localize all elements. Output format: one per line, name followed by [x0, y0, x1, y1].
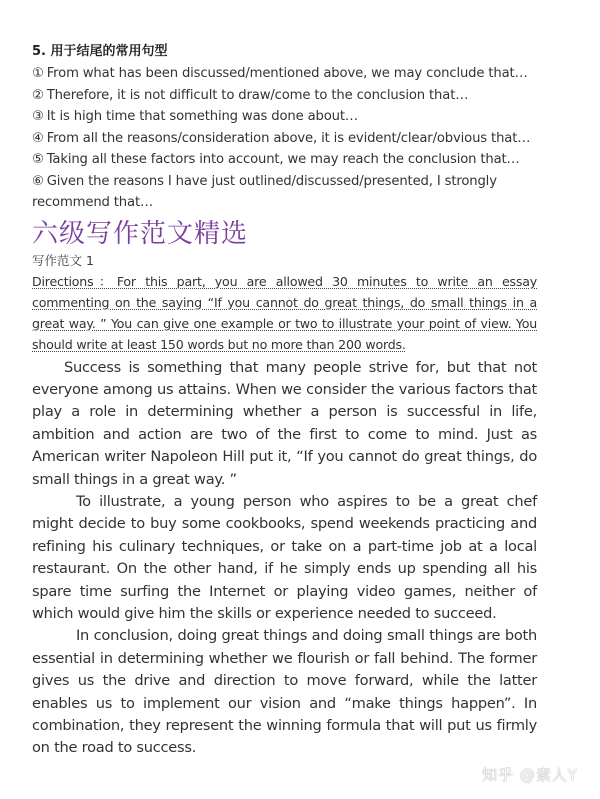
essay-directions	[32, 271, 537, 355]
essay-paragraph: To illustrate, a young person who aspires to be a great chef might decide to buy some cookbooks, spend weekends practicing and refining his culinary techniques, or take on a part-time job at a local restaurant. On the other hand, if he simply ends up spending all his spare time surfing the Internet or playing video games, neither of which would give him the skills or experience needed to succeed.	[32, 492, 537, 622]
phrase-item	[32, 63, 537, 85]
circled-number: ②	[32, 87, 44, 103]
circled-number: ③	[32, 109, 44, 124]
phrase-item	[32, 85, 537, 107]
essay-paragraph: Success is something that many people strive for, but that not everyone among us attains. When we consider the various factors that play a role in determining whether a person is successful in life, ambition and action are two of the first to come to mind. Just as American writer Napoleon Hill put it, “If you cannot do great things, do small things in a great way. ”	[32, 358, 537, 488]
phrase-item	[32, 106, 537, 128]
circled-number: ①	[32, 66, 44, 81]
phrase-text: Given the reasons I have just outlined/discussed/presented, I strongly recommend that…	[32, 173, 497, 210]
sample-essays-title: 六级写作范文精选	[32, 218, 249, 249]
phrase-text: From all the reasons/consideration above, it is evident/clear/obvious that…	[46, 130, 531, 146]
essay-paragraph: In conclusion, doing great things and doing small things are both essential in determining whether we flourish or fall behind. The former gives us the drive and direction to move forward, while the latter enables us to implement our vision and “make things happen”. In combination, they represent the winning formula that will put us firmly on the road to success.	[32, 627, 537, 757]
zhihu-watermark: 知乎 @素人Y	[482, 766, 578, 784]
section-heading: 5. 用于结尾的常用句型	[32, 44, 168, 59]
sample-essay-label: 写作范文 1	[32, 252, 94, 268]
phrase-text: Therefore, it is not difficult to draw/come to the conclusion that…	[46, 87, 469, 103]
circled-number: ⑤	[32, 152, 44, 167]
circled-number: ⑥	[32, 173, 44, 189]
phrase-item	[32, 128, 537, 150]
phrase-item	[32, 171, 537, 214]
phrase-text: It is high time that something was done about…	[46, 109, 358, 124]
document-page	[32, 42, 537, 760]
closing-phrase-list	[32, 63, 537, 214]
directions-text: Directions：For this part, you are allowed 30 minutes to write an essay commenting on the saying “If you cannot do great things, do small things in a great way. ” You can give one example or two to illustrate your point of view. You should write at least 150 words but no more than 200 words.	[32, 273, 537, 352]
sample-essay	[32, 357, 537, 760]
circled-number: ④	[32, 130, 44, 146]
phrase-text: Taking all these factors into account, we may reach the conclusion that…	[46, 152, 520, 167]
phrase-item	[32, 149, 537, 171]
phrase-text: From what has been discussed/mentioned above, we may conclude that…	[46, 66, 528, 81]
